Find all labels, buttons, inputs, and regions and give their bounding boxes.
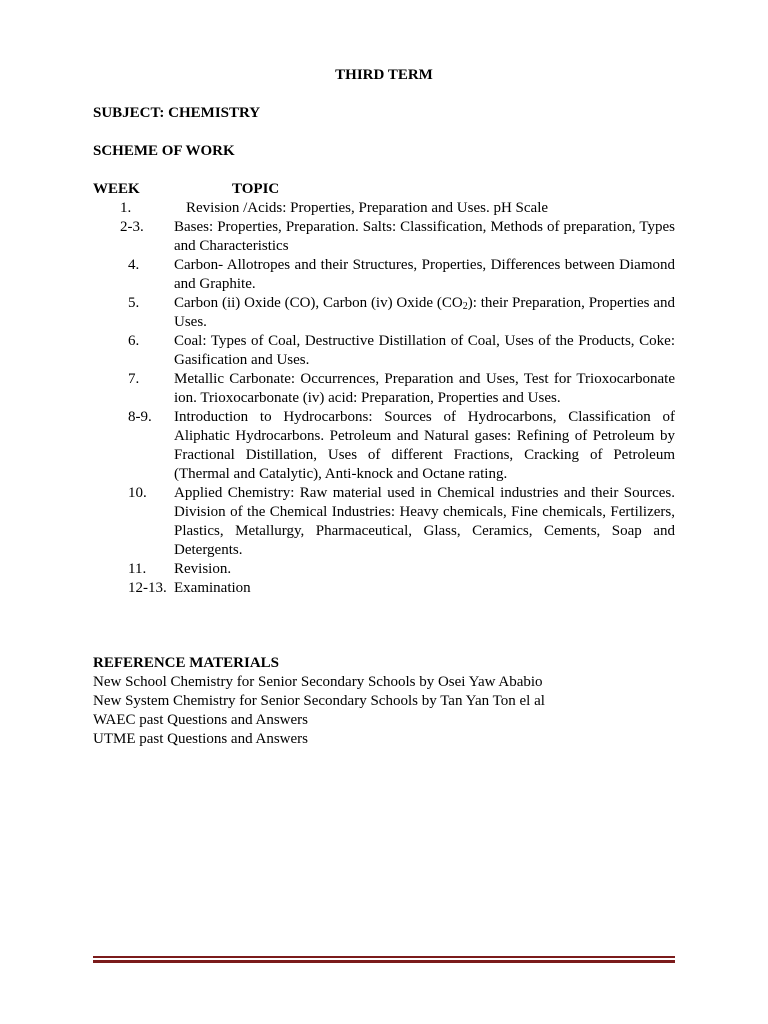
week-topic-part: ): their Preparation, Properties and Uses. [174, 295, 675, 330]
week-topic: Examination [174, 580, 251, 596]
week-row [93, 332, 675, 370]
week-number: 6. [128, 333, 140, 349]
week-topic: Metallic Carbonate: Occurrences, Preparation and Uses, Test for Trioxocarbonate ion. Trioxocarbonate (iv) acid: Preparation, Properties and Uses. [174, 371, 675, 406]
reference-heading: REFERENCE MATERIALS [93, 655, 279, 671]
reference-item: New System Chemistry for Senior Secondary Schools by Tan Yan Ton el al [93, 693, 545, 709]
week-column-header: WEEK [93, 181, 140, 197]
week-row [93, 294, 675, 332]
week-number: 5. [128, 295, 140, 311]
week-row [93, 218, 675, 256]
reference-item: UTME past Questions and Answers [93, 731, 308, 747]
week-row [93, 560, 675, 579]
subject-heading: SUBJECT: CHEMISTRY [93, 105, 261, 121]
week-number: 10. [128, 485, 147, 501]
week-topic: Revision /Acids: Properties, Preparation and Uses. pH Scale [186, 200, 549, 216]
week-topic: Carbon- Allotropes and their Structures, Properties, Differences between Diamond and Graphite. [174, 257, 675, 292]
reference-materials [93, 654, 693, 749]
week-row [93, 199, 675, 218]
scheme-heading: SCHEME OF WORK [93, 143, 235, 159]
scheme-table [93, 199, 675, 598]
week-number: 2-3. [120, 219, 144, 235]
week-topic: Applied Chemistry: Raw material used in Chemical industries and their Sources. Division of the Chemical Industries: Heavy chemicals, Fine chemicals, Fertilizers, Plastics, Metallurgy, Pharmaceutical, Glass, Ceramics, Cements, Soap and Detergents. [174, 485, 675, 558]
reference-item: WAEC past Questions and Answers [93, 712, 308, 728]
week-topic: Revision. [174, 561, 232, 577]
subscript-two: 2 [462, 301, 468, 312]
week-number: 4. [128, 257, 140, 273]
week-topic: Coal: Types of Coal, Destructive Distillation of Coal, Uses of the Products, Coke: Gasification and Uses. [174, 333, 675, 368]
topic-column-header: TOPIC [232, 181, 280, 197]
week-row [93, 579, 675, 598]
week-row [93, 256, 675, 294]
week-row [93, 408, 675, 484]
reference-item: New School Chemistry for Senior Secondary Schools by Osei Yaw Ababio [93, 674, 543, 690]
week-topic: Bases: Properties, Preparation. Salts: Classification, Methods of preparation, Types and Characteristics [174, 219, 675, 254]
week-number: 8-9. [128, 409, 152, 425]
week-number: 11. [128, 561, 147, 577]
week-topic-part: Carbon (ii) Oxide (CO), Carbon (iv) Oxide (CO [174, 295, 463, 311]
week-row [93, 370, 675, 408]
week-row [93, 484, 675, 560]
page-title: THIRD TERM [335, 67, 433, 83]
week-number: 1. [120, 200, 132, 216]
week-topic [174, 294, 675, 332]
week-number: 12-13. [128, 580, 167, 596]
week-topic: Introduction to Hydrocarbons: Sources of Hydrocarbons, Classification of Aliphatic Hydrocarbons. Petroleum and Natural gases: Refining of Petroleum by Fractional Distillation, Uses of different Fractions, Cracking of Petroleum (Thermal and Catalytic), Anti-knock and Octane rating. [174, 409, 675, 482]
footer-rule-thick [93, 960, 675, 963]
footer-rule-thin [93, 956, 675, 958]
week-number: 7. [128, 371, 140, 387]
